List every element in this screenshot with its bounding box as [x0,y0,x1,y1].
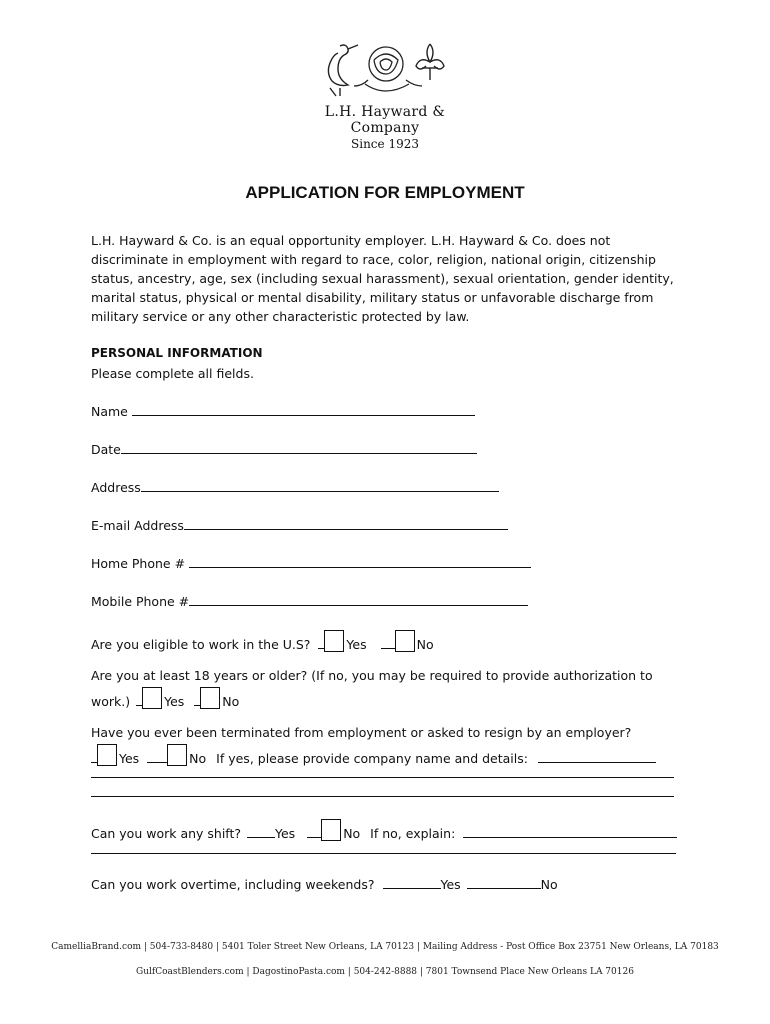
eligible-no-checkbox[interactable] [395,630,415,652]
company-logo [300,40,470,151]
shift-row [91,819,677,841]
footer-line-1: CamelliaBrand.com | 504-733-8480 | 5401 Toler Street New Orleans, LA 70123 | Mailing Address - Post Office Box 23751 New Orleans, LA 70183 [51,942,719,952]
terminated-no-label: No [189,751,207,766]
terminated-yes-label: Yes [119,751,140,766]
terminated-details-field[interactable] [538,750,656,763]
eligible-no-underline [381,636,395,649]
date-label: Date [91,442,121,457]
shift-yes-underline [247,825,275,838]
age-yes-label: Yes [164,694,185,709]
address-row [91,479,499,495]
overtime-yes-field[interactable] [383,876,441,889]
name-label: Name [91,404,128,419]
shift-yes-label: Yes [275,826,296,841]
eeo-statement: L.H. Hayward & Co. is an equal opportunity employer. L.H. Hayward & Co. does not discriminate in employment with regard to race, color, religion, national origin, citizenship status, ancestry, age, sex (including sexual harassment), sexual orientation, gender identity, marital status, physical or mental disability, military status or unfavorable discharge from military service or any other characteristic protected by law. [91,233,674,324]
eligible-no-label: No [416,637,434,652]
shift-no-checkbox[interactable] [321,819,341,841]
terminated-no-underline [147,750,167,763]
terminated-details-line-3[interactable] [91,796,674,797]
email-label: E-mail Address [91,518,184,533]
eligible-yes-label: Yes [346,637,367,652]
terminated-yes-checkbox[interactable] [97,744,117,766]
eligible-yes-checkbox[interactable] [324,630,344,652]
overtime-row [91,876,558,892]
eligible-row [91,630,434,652]
age-question-line1: Are you at least 18 years or older? (If no, you may be required to provide authorization to [91,668,653,683]
age-yes-checkbox[interactable] [142,687,162,709]
overtime-no-field[interactable] [467,876,541,889]
home-phone-label: Home Phone # [91,556,186,571]
logo-artwork-icon [310,40,460,102]
since-year: Since 1923 [351,137,419,151]
shift-explain-line-2[interactable] [91,853,676,854]
age-row [91,687,239,709]
shift-question: Can you work any shift? [91,826,242,841]
age-question-line2: work.) [91,694,131,709]
address-field[interactable] [141,479,499,492]
shift-no-label: No [343,826,361,841]
footer-line-2: GulfCoastBlenders.com | DagostinoPasta.com | 504-242-8888 | 7801 Townsend Place New Orleans LA 70126 [136,967,634,977]
mobile-phone-row [91,593,528,609]
overtime-yes-label: Yes [440,877,461,892]
terminated-row [91,744,656,766]
name-field[interactable] [132,403,475,416]
terminated-no-checkbox[interactable] [167,744,187,766]
shift-explain-prompt: If no, explain: [370,826,456,841]
mobile-phone-field[interactable] [189,593,528,606]
email-row [91,517,508,533]
terminated-details-line-2[interactable] [91,777,674,778]
home-phone-row [91,555,531,571]
eligible-question: Are you eligible to work in the U.S? [91,637,311,652]
personal-info-subheading: Please complete all fields. [91,366,254,381]
terminated-question: Have you ever been terminated from employment or asked to resign by an employer? [91,725,632,740]
overtime-question: Can you work overtime, including weekends? [91,877,375,892]
shift-no-underline [307,825,321,838]
home-phone-field[interactable] [189,555,531,568]
company-name: L.H. Hayward & Company [324,104,446,136]
page-title: APPLICATION FOR EMPLOYMENT [245,183,525,202]
email-field[interactable] [184,517,508,530]
age-no-checkbox[interactable] [200,687,220,709]
date-row [91,441,477,457]
age-no-label: No [222,694,240,709]
mobile-phone-label: Mobile Phone # [91,594,190,609]
personal-info-heading: PERSONAL INFORMATION [91,346,263,360]
name-row [91,403,475,419]
terminated-details-prompt: If yes, please provide company name and details: [216,751,528,766]
address-label: Address [91,480,141,495]
overtime-no-label: No [540,877,558,892]
date-field[interactable] [121,441,477,454]
shift-explain-field[interactable] [463,825,677,838]
